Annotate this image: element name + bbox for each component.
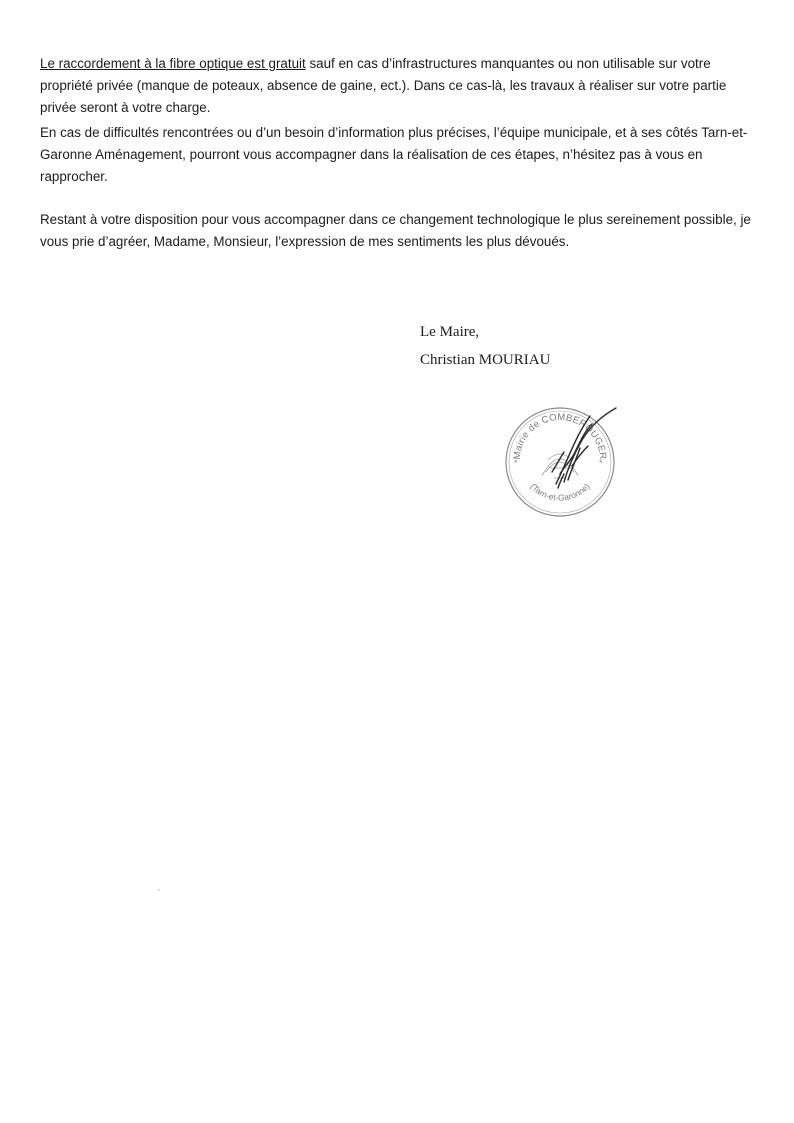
signatory-name: Christian MOURIAU (420, 352, 551, 368)
signatory-title: Le Maire, (420, 324, 480, 340)
svg-text:*: * (514, 458, 518, 468)
paragraph-fiber-connection (40, 53, 756, 119)
signature-block (420, 318, 550, 374)
svg-text:(Tarn-et-Garonne) (528, 481, 591, 502)
stamp-seal-icon (498, 402, 622, 520)
svg-text:*: * (599, 458, 603, 468)
paragraph-assistance: En cas de difficultés rencontrées ou d’un besoin d’information plus précises, l’équipe municipale, et à ses côtés Tarn-et-Garonne Aménagement, pourront vous accompagner dans la réalisation de ces étapes, n’hésitez pas à vous en rapprocher. (40, 125, 748, 184)
mairie-stamp (498, 402, 622, 520)
stamp-bottom-text: (Tarn-et-Garonne) (528, 481, 592, 503)
stamp-top-text: Mairie de COMBEROUGER (511, 411, 609, 461)
paragraph-closing: Restant à votre disposition pour vous accompagner dans ce changement technologique le plus sereinement possible, je vous prie d’agréer, Madame, Monsieur, l’expression de mes sentiments les plus dévoués. (40, 212, 751, 249)
fiber-conditions-text: sauf en cas d’infrastructures manquantes ou non utilisable sur votre propriété privée (manque de poteaux, absence de gaine, ect.). Dans ce cas-là, les travaux à réaliser sur votre partie privée seront à votre charge. (40, 56, 727, 115)
scan-speck (158, 889, 160, 891)
fiber-free-statement: Le raccordement à la fibre optique est gratuit (40, 56, 306, 71)
